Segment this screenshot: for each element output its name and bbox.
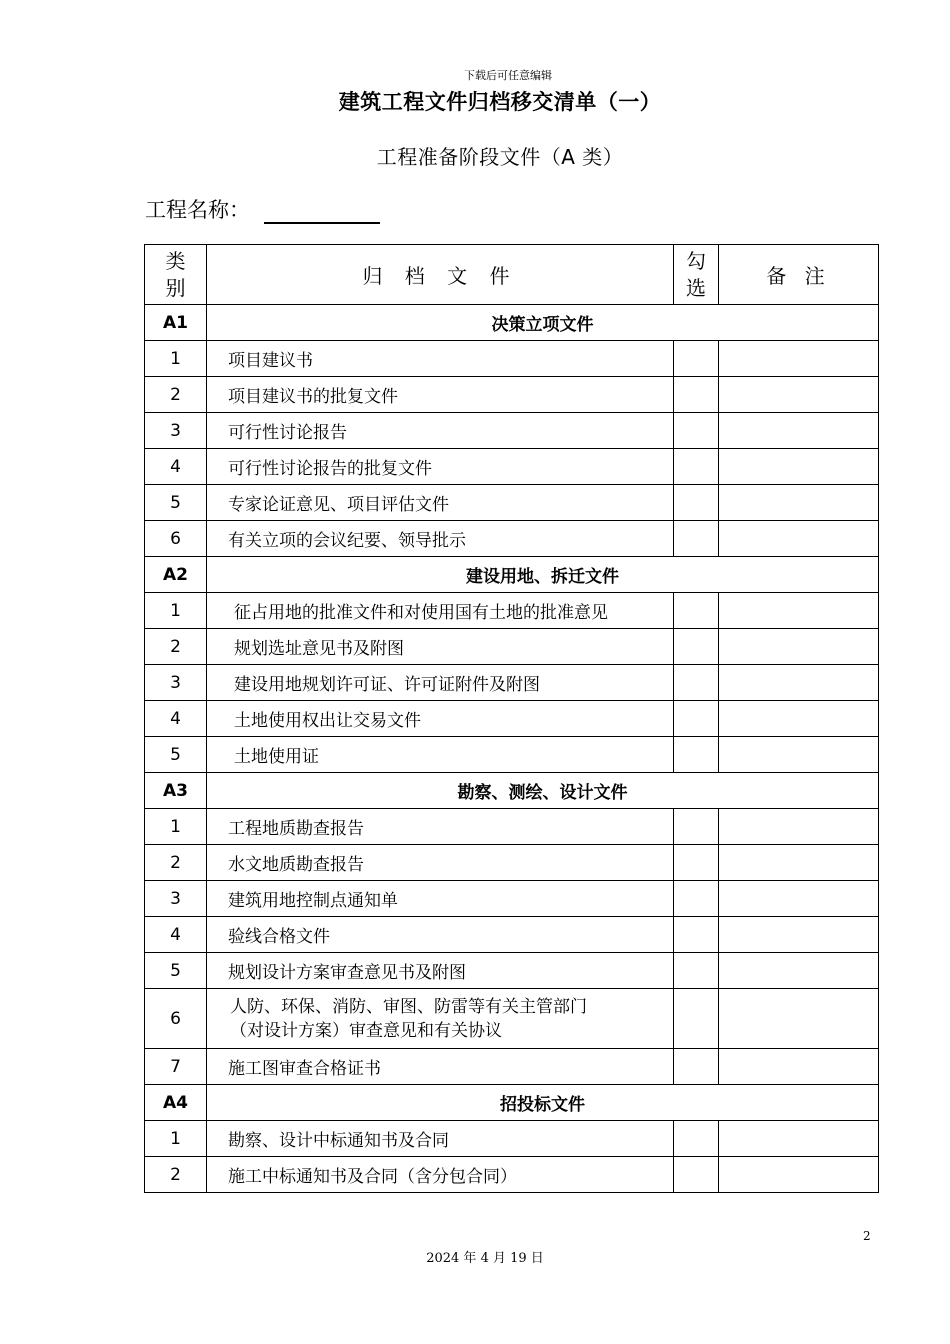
section-code: A3: [145, 773, 207, 809]
check-cell[interactable]: [674, 413, 719, 449]
section-row: [145, 305, 879, 341]
footer-date: 2024 年 4 月 19 日: [426, 1251, 544, 1266]
remark-cell[interactable]: [719, 1121, 879, 1157]
check-cell[interactable]: [674, 521, 719, 557]
table-row: [145, 917, 879, 953]
section-code: A4: [145, 1085, 207, 1121]
remark-cell[interactable]: [719, 737, 879, 773]
row-number: 2: [145, 1157, 207, 1193]
remark-cell[interactable]: [719, 845, 879, 881]
section-code: A1: [145, 305, 207, 341]
remark-cell[interactable]: [719, 485, 879, 521]
check-cell[interactable]: [674, 341, 719, 377]
check-cell[interactable]: [674, 377, 719, 413]
row-number: 1: [145, 809, 207, 845]
row-number: 7: [145, 1049, 207, 1085]
section-row: [145, 557, 879, 593]
document-name: 规划设计方案审查意见书及附图: [207, 953, 674, 989]
section-row: [145, 773, 879, 809]
check-cell[interactable]: [674, 449, 719, 485]
table-header-row: [145, 245, 879, 305]
check-cell[interactable]: [674, 845, 719, 881]
row-number: 2: [145, 845, 207, 881]
header-remark: 备 注: [719, 245, 879, 305]
row-number: 3: [145, 665, 207, 701]
table-row: [145, 485, 879, 521]
row-number: 4: [145, 449, 207, 485]
check-cell[interactable]: [674, 1049, 719, 1085]
table-row: [145, 341, 879, 377]
remark-cell[interactable]: [719, 1049, 879, 1085]
check-cell[interactable]: [674, 953, 719, 989]
remark-cell[interactable]: [719, 917, 879, 953]
remark-cell[interactable]: [719, 629, 879, 665]
row-number: 4: [145, 917, 207, 953]
section-code: A2: [145, 557, 207, 593]
remark-cell[interactable]: [719, 665, 879, 701]
table-row: [145, 629, 879, 665]
document-name: 有关立项的会议纪要、领导批示: [207, 521, 674, 557]
table-row: [145, 989, 879, 1049]
table-row: [145, 881, 879, 917]
remark-cell[interactable]: [719, 953, 879, 989]
row-number: 3: [145, 881, 207, 917]
remark-cell[interactable]: [719, 377, 879, 413]
remark-cell[interactable]: [719, 593, 879, 629]
table-row: [145, 1049, 879, 1085]
section-row: [145, 1085, 879, 1121]
row-number: 5: [145, 953, 207, 989]
table-row: [145, 701, 879, 737]
remark-cell[interactable]: [719, 1157, 879, 1193]
check-cell[interactable]: [674, 809, 719, 845]
document-name: 项目建议书的批复文件: [207, 377, 674, 413]
row-number: 3: [145, 413, 207, 449]
document-name: 人防、环保、消防、审图、防雷等有关主管部门 （对设计方案）审查意见和有关协议: [207, 989, 674, 1049]
table-row: [145, 593, 879, 629]
table-row: [145, 665, 879, 701]
table-row: [145, 845, 879, 881]
project-name-label: 工程名称：: [145, 198, 250, 222]
document-name: 土地使用证: [207, 737, 674, 773]
document-name: 可行性讨论报告的批复文件: [207, 449, 674, 485]
check-cell[interactable]: [674, 665, 719, 701]
document-name: 勘察、设计中标通知书及合同: [207, 1121, 674, 1157]
check-cell[interactable]: [674, 737, 719, 773]
remark-cell[interactable]: [719, 449, 879, 485]
project-name-blank: [264, 202, 380, 224]
check-cell[interactable]: [674, 1121, 719, 1157]
project-name-field: [145, 194, 380, 224]
row-number: 5: [145, 485, 207, 521]
check-cell[interactable]: [674, 1157, 719, 1193]
page-subtitle: 工程准备阶段文件（A 类）: [376, 145, 624, 169]
remark-cell[interactable]: [719, 701, 879, 737]
document-name: 水文地质勘查报告: [207, 845, 674, 881]
check-cell[interactable]: [674, 881, 719, 917]
section-title: 勘察、测绘、设计文件: [207, 773, 879, 809]
table-row: [145, 1121, 879, 1157]
row-number: 6: [145, 989, 207, 1049]
document-name: 施工中标通知书及合同（含分包合同）: [207, 1157, 674, 1193]
table-row: [145, 1157, 879, 1193]
row-number: 1: [145, 341, 207, 377]
archive-table: [144, 244, 879, 1193]
remark-cell[interactable]: [719, 989, 879, 1049]
table-row: [145, 809, 879, 845]
document-name: 项目建议书: [207, 341, 674, 377]
row-number: 1: [145, 1121, 207, 1157]
check-cell[interactable]: [674, 485, 719, 521]
row-number: 4: [145, 701, 207, 737]
table-row: [145, 953, 879, 989]
remark-cell[interactable]: [719, 521, 879, 557]
document-name: 验线合格文件: [207, 917, 674, 953]
section-title: 建设用地、拆迁文件: [207, 557, 879, 593]
check-cell[interactable]: [674, 593, 719, 629]
document-name: 建筑用地控制点通知单: [207, 881, 674, 917]
row-number: 5: [145, 737, 207, 773]
table-row: [145, 413, 879, 449]
section-title: 决策立项文件: [207, 305, 879, 341]
table-row: [145, 521, 879, 557]
remark-cell[interactable]: [719, 341, 879, 377]
remark-cell[interactable]: [719, 881, 879, 917]
table-row: [145, 737, 879, 773]
section-title: 招投标文件: [207, 1085, 879, 1121]
row-number: 2: [145, 629, 207, 665]
header-document: 归 档 文 件: [207, 245, 674, 305]
document-name: 建设用地规划许可证、许可证附件及附图: [207, 665, 674, 701]
table-row: [145, 377, 879, 413]
page-title: 建筑工程文件归档移交清单（一）: [338, 90, 662, 114]
table-row: [145, 449, 879, 485]
document-name: 征占用地的批准文件和对使用国有土地的批准意见: [207, 593, 674, 629]
header-category: 类 别: [145, 245, 207, 305]
page-number: 2: [863, 1229, 871, 1243]
document-name: 规划选址意见书及附图: [207, 629, 674, 665]
row-number: 1: [145, 593, 207, 629]
check-cell[interactable]: [674, 989, 719, 1049]
remark-cell[interactable]: [719, 809, 879, 845]
document-name: 专家论证意见、项目评估文件: [207, 485, 674, 521]
check-cell[interactable]: [674, 917, 719, 953]
remark-cell[interactable]: [719, 413, 879, 449]
document-name: 工程地质勘查报告: [207, 809, 674, 845]
document-name: 土地使用权出让交易文件: [207, 701, 674, 737]
check-cell[interactable]: [674, 629, 719, 665]
check-cell[interactable]: [674, 701, 719, 737]
row-number: 6: [145, 521, 207, 557]
header-check: 勾 选: [674, 245, 719, 305]
top-note: 下载后可任意编辑: [464, 69, 552, 82]
table-body: [145, 305, 879, 1193]
document-name: 施工图审查合格证书: [207, 1049, 674, 1085]
document-name: 可行性讨论报告: [207, 413, 674, 449]
row-number: 2: [145, 377, 207, 413]
